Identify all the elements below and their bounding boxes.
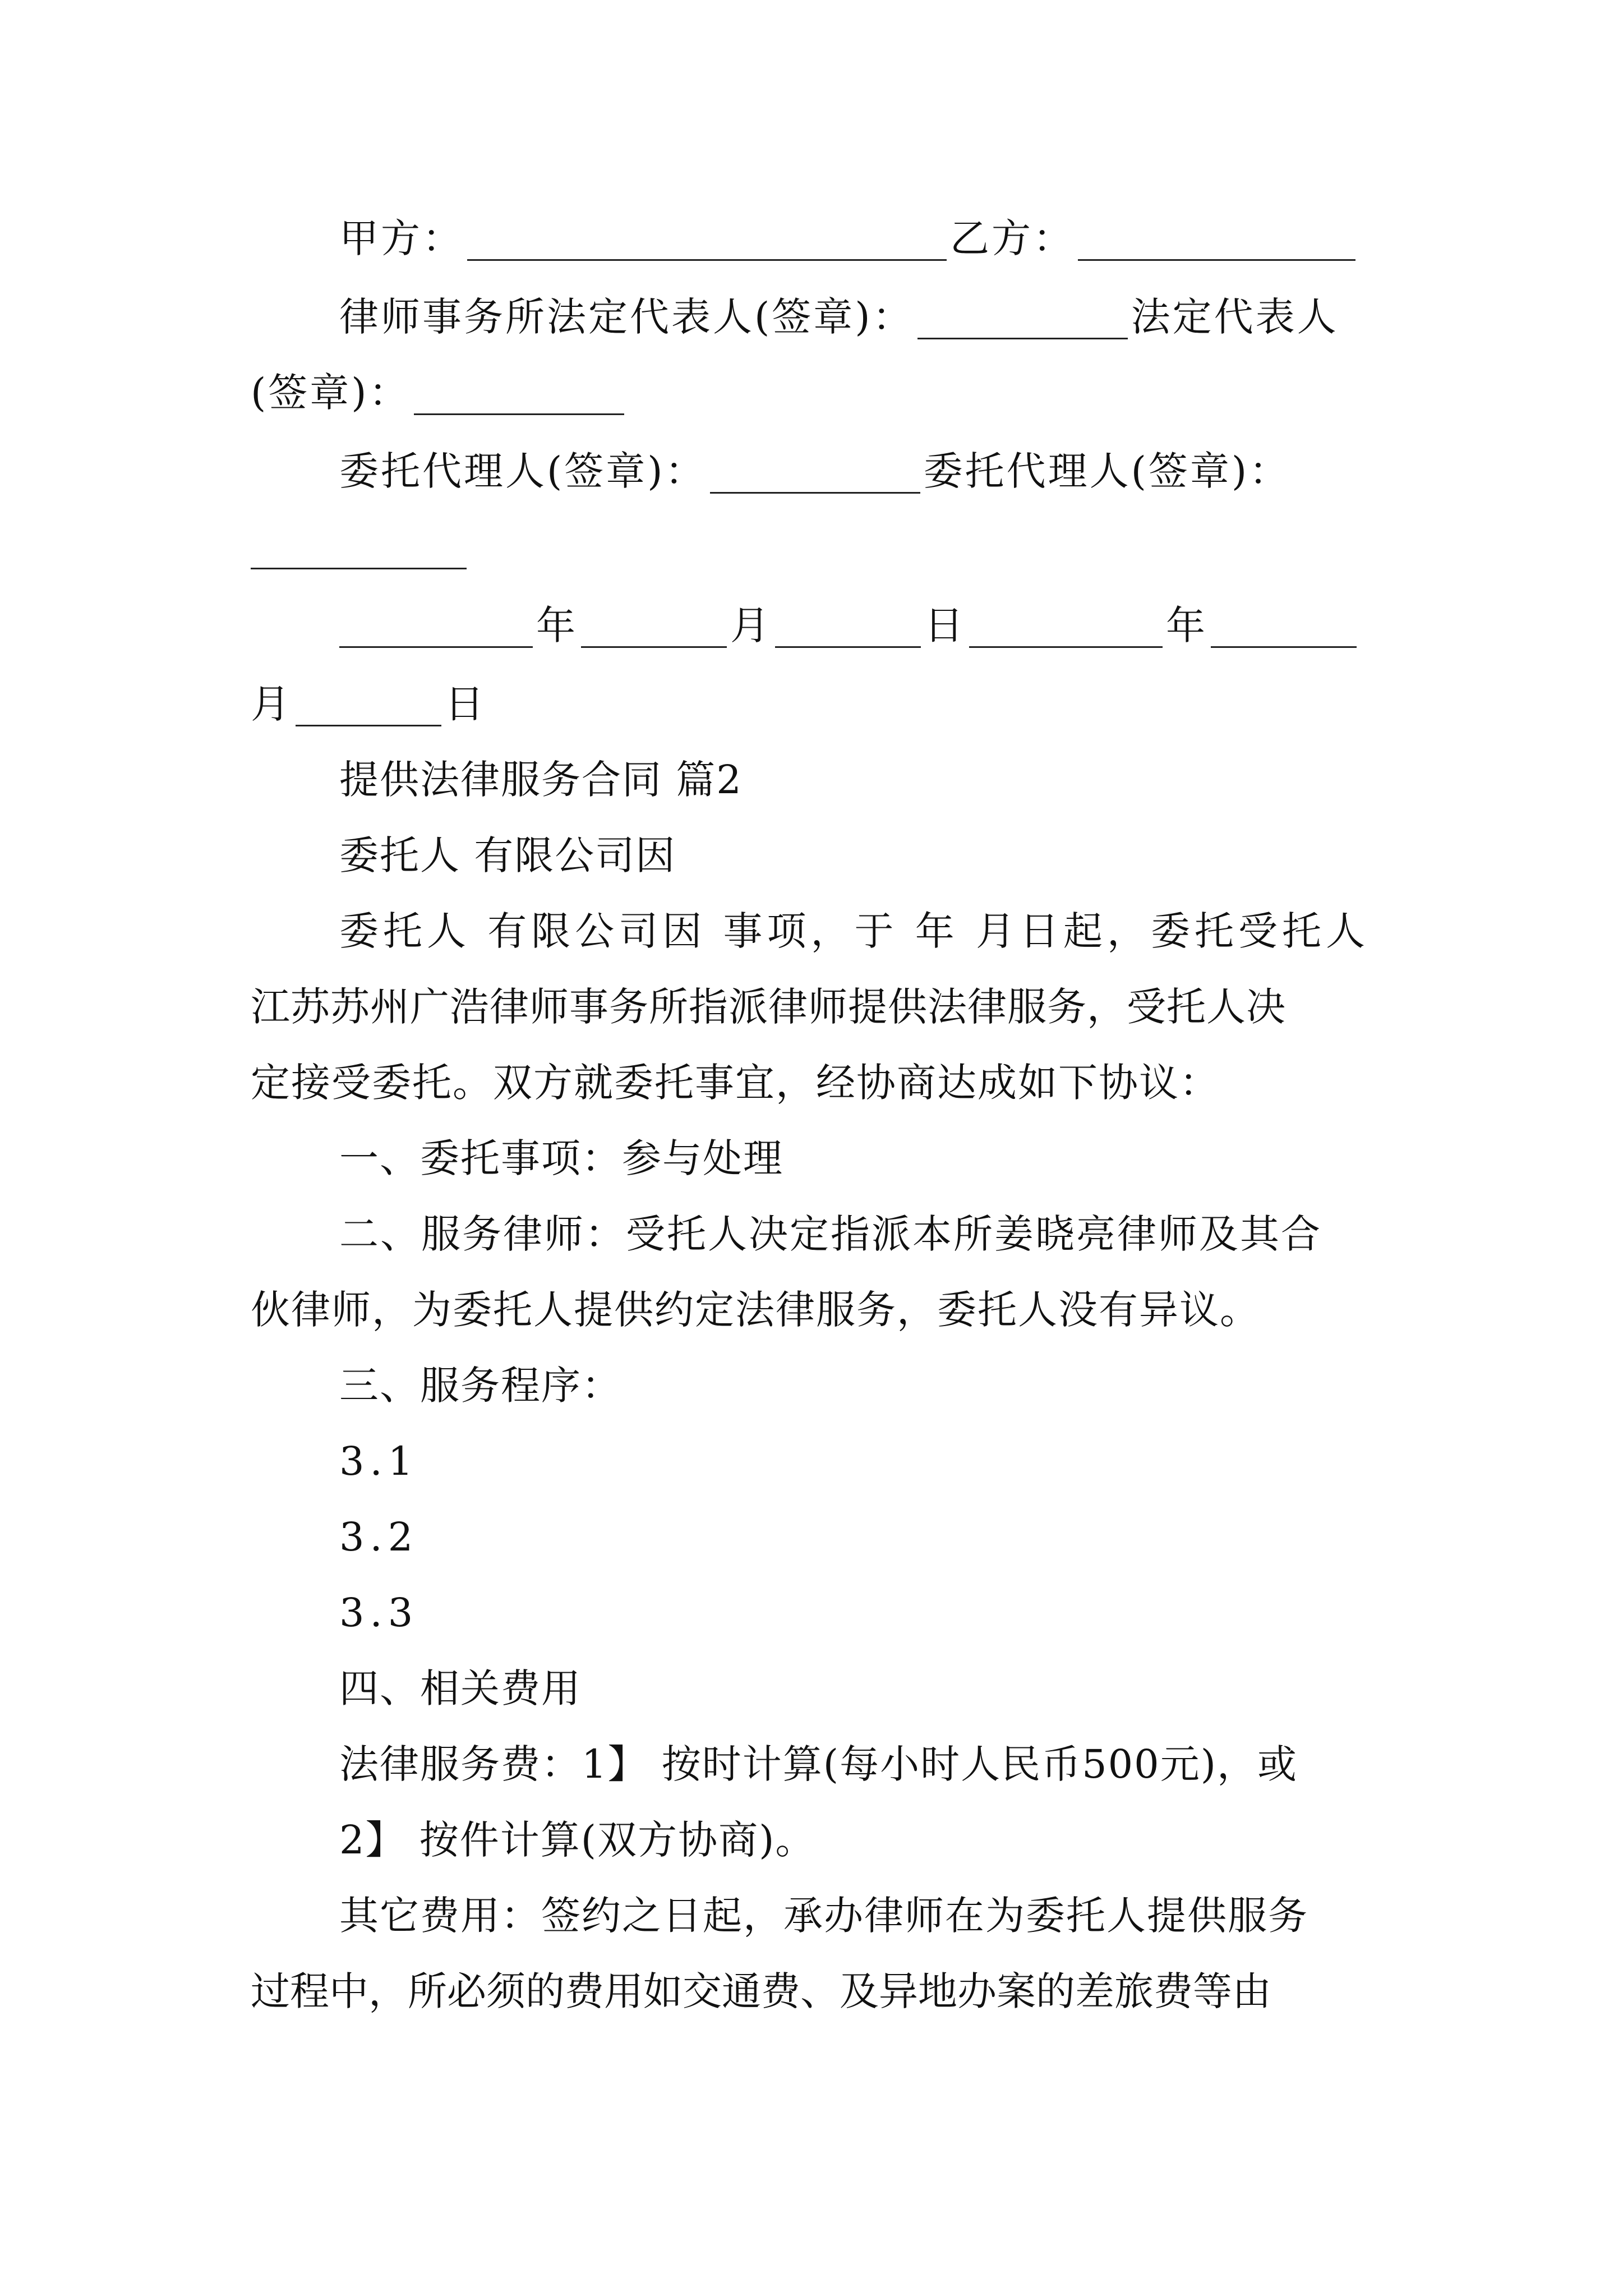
item-4: 四、相关费用 bbox=[339, 1665, 582, 1711]
agent-label-2: 委托代理人(签章)： bbox=[923, 448, 1291, 494]
year-label-2: 年 bbox=[1166, 602, 1207, 648]
party-signature-line bbox=[339, 216, 1359, 261]
item-2-line-2: 伙律师，为委托人提供约定法律服务，委托人没有异议。 bbox=[251, 1287, 1260, 1333]
agent-blank-2[interactable] bbox=[251, 533, 467, 569]
year-blank-1[interactable] bbox=[339, 611, 533, 648]
item-3: 三、服务程序： bbox=[339, 1363, 622, 1409]
legal-rep-line-cont bbox=[251, 370, 628, 415]
year-label-1: 年 bbox=[536, 602, 578, 648]
law-firm-rep-line bbox=[339, 295, 1339, 339]
law-firm-rep-blank[interactable] bbox=[917, 303, 1128, 339]
agent-line-cont bbox=[251, 524, 470, 569]
section-heading: 提供法律服务合同 篇2 bbox=[339, 757, 743, 803]
party-a-blank[interactable] bbox=[467, 224, 947, 261]
date-line bbox=[339, 603, 1360, 648]
other-fee-line-1: 其它费用：签约之日起，承办律师在为委托人提供服务 bbox=[339, 1893, 1308, 1939]
party-b-label: 乙方： bbox=[950, 215, 1075, 261]
intro-paragraph-line-3: 定接受委托。双方就委托事宜，经协商达成如下协议： bbox=[251, 1060, 1220, 1106]
month-label-2: 月 bbox=[251, 681, 292, 727]
legal-rep-blank[interactable] bbox=[414, 379, 624, 415]
month-label-1: 月 bbox=[730, 602, 772, 648]
agent-line bbox=[339, 449, 1290, 494]
item-2-line-1: 二、服务律师：受托人决定指派本所姜晓亮律师及其合 bbox=[339, 1211, 1322, 1257]
agent-label-1: 委托代理人(签章)： bbox=[339, 448, 707, 494]
intro-paragraph-line-1: 委托人 有限公司因 事项，于 年 月日起，委托受托人 bbox=[339, 908, 1370, 954]
fee-line-2: 2】 按件计算(双方协商)。 bbox=[339, 1817, 816, 1863]
other-fee-line-2: 过程中，所必须的费用如交通费、及异地办案的差旅费等由 bbox=[251, 1968, 1271, 2014]
year-blank-2[interactable] bbox=[969, 611, 1163, 648]
day-blank-1[interactable] bbox=[775, 611, 921, 648]
day-label-2: 日 bbox=[445, 681, 486, 727]
party-a-label: 甲方： bbox=[339, 215, 464, 261]
month-blank-1[interactable] bbox=[581, 611, 727, 648]
party-b-blank[interactable] bbox=[1078, 224, 1355, 261]
sub-item-3-3: 3.3 bbox=[339, 1590, 419, 1636]
date-line-cont bbox=[251, 682, 486, 726]
client-line: 委托人 有限公司因 bbox=[339, 832, 676, 878]
day-blank-2[interactable] bbox=[296, 690, 441, 726]
agent-blank-1[interactable] bbox=[710, 457, 920, 494]
sub-item-3-1: 3.1 bbox=[339, 1438, 419, 1484]
fee-line-1: 法律服务费：1】 按时计算(每小时人民币500元)，或 bbox=[339, 1741, 1298, 1787]
month-blank-2-start[interactable] bbox=[1211, 611, 1357, 648]
law-firm-rep-label: 律师事务所法定代表人(签章)： bbox=[339, 294, 914, 340]
item-1: 一、委托事项：参与处理 bbox=[339, 1135, 783, 1181]
legal-rep-label: 法定代表人 bbox=[1131, 294, 1339, 340]
day-label-1: 日 bbox=[924, 602, 966, 648]
intro-paragraph-line-2: 江苏苏州广浩律师事务所指派律师提供法律服务，受托人决 bbox=[251, 984, 1286, 1030]
sub-item-3-2: 3.2 bbox=[339, 1514, 419, 1560]
legal-rep-label-cont: (签章)： bbox=[251, 370, 411, 416]
